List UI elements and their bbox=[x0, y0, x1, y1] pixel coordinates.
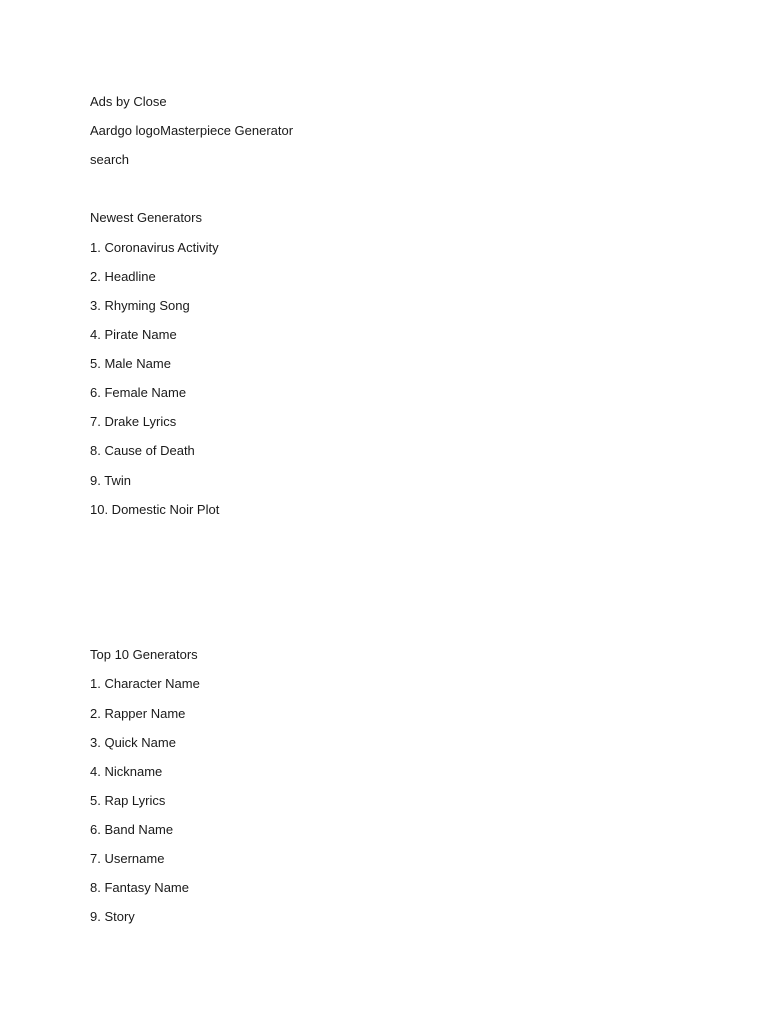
newest-generators-heading: Newest Generators bbox=[90, 210, 202, 225]
newest-generator-item[interactable]: 6. Female Name bbox=[90, 385, 187, 400]
ads-close-button[interactable]: Close bbox=[133, 94, 167, 109]
site-title-link[interactable]: Masterpiece Generator bbox=[160, 123, 294, 138]
newest-generator-item[interactable]: 3. Rhyming Song bbox=[90, 298, 190, 313]
top-generator-item[interactable]: 5. Rap Lyrics bbox=[90, 793, 166, 808]
top-generator-item[interactable]: 4. Nickname bbox=[90, 764, 163, 779]
newest-generator-item[interactable]: 9. Twin bbox=[90, 473, 131, 488]
top-generator-item[interactable]: 6. Band Name bbox=[90, 822, 174, 837]
top-generator-item[interactable]: 2. Rapper Name bbox=[90, 706, 186, 721]
top-generators-heading: Top 10 Generators bbox=[90, 647, 198, 662]
newest-generator-item[interactable]: 2. Headline bbox=[90, 269, 156, 284]
top-generator-item[interactable]: 8. Fantasy Name bbox=[90, 880, 189, 895]
newest-generator-item[interactable]: 8. Cause of Death bbox=[90, 443, 195, 458]
newest-generator-item[interactable]: 10. Domestic Noir Plot bbox=[90, 502, 220, 517]
newest-generator-item[interactable]: 7. Drake Lyrics bbox=[90, 414, 177, 429]
newest-generator-item[interactable]: 1. Coronavirus Activity bbox=[90, 240, 219, 255]
aardgo-logo[interactable]: Aardgo logo bbox=[90, 123, 161, 138]
search-button[interactable]: search bbox=[90, 152, 130, 167]
site-header bbox=[90, 123, 293, 139]
top-generator-item[interactable]: 3. Quick Name bbox=[90, 735, 176, 750]
top-generator-item[interactable]: 1. Character Name bbox=[90, 676, 200, 691]
newest-generator-item[interactable]: 4. Pirate Name bbox=[90, 327, 177, 342]
ads-label: Ads by bbox=[90, 94, 130, 109]
top-generator-item[interactable]: 7. Username bbox=[90, 851, 165, 866]
top-generator-item[interactable]: 9. Story bbox=[90, 909, 135, 924]
newest-generator-item[interactable]: 5. Male Name bbox=[90, 356, 171, 371]
ads-bar bbox=[90, 94, 167, 110]
